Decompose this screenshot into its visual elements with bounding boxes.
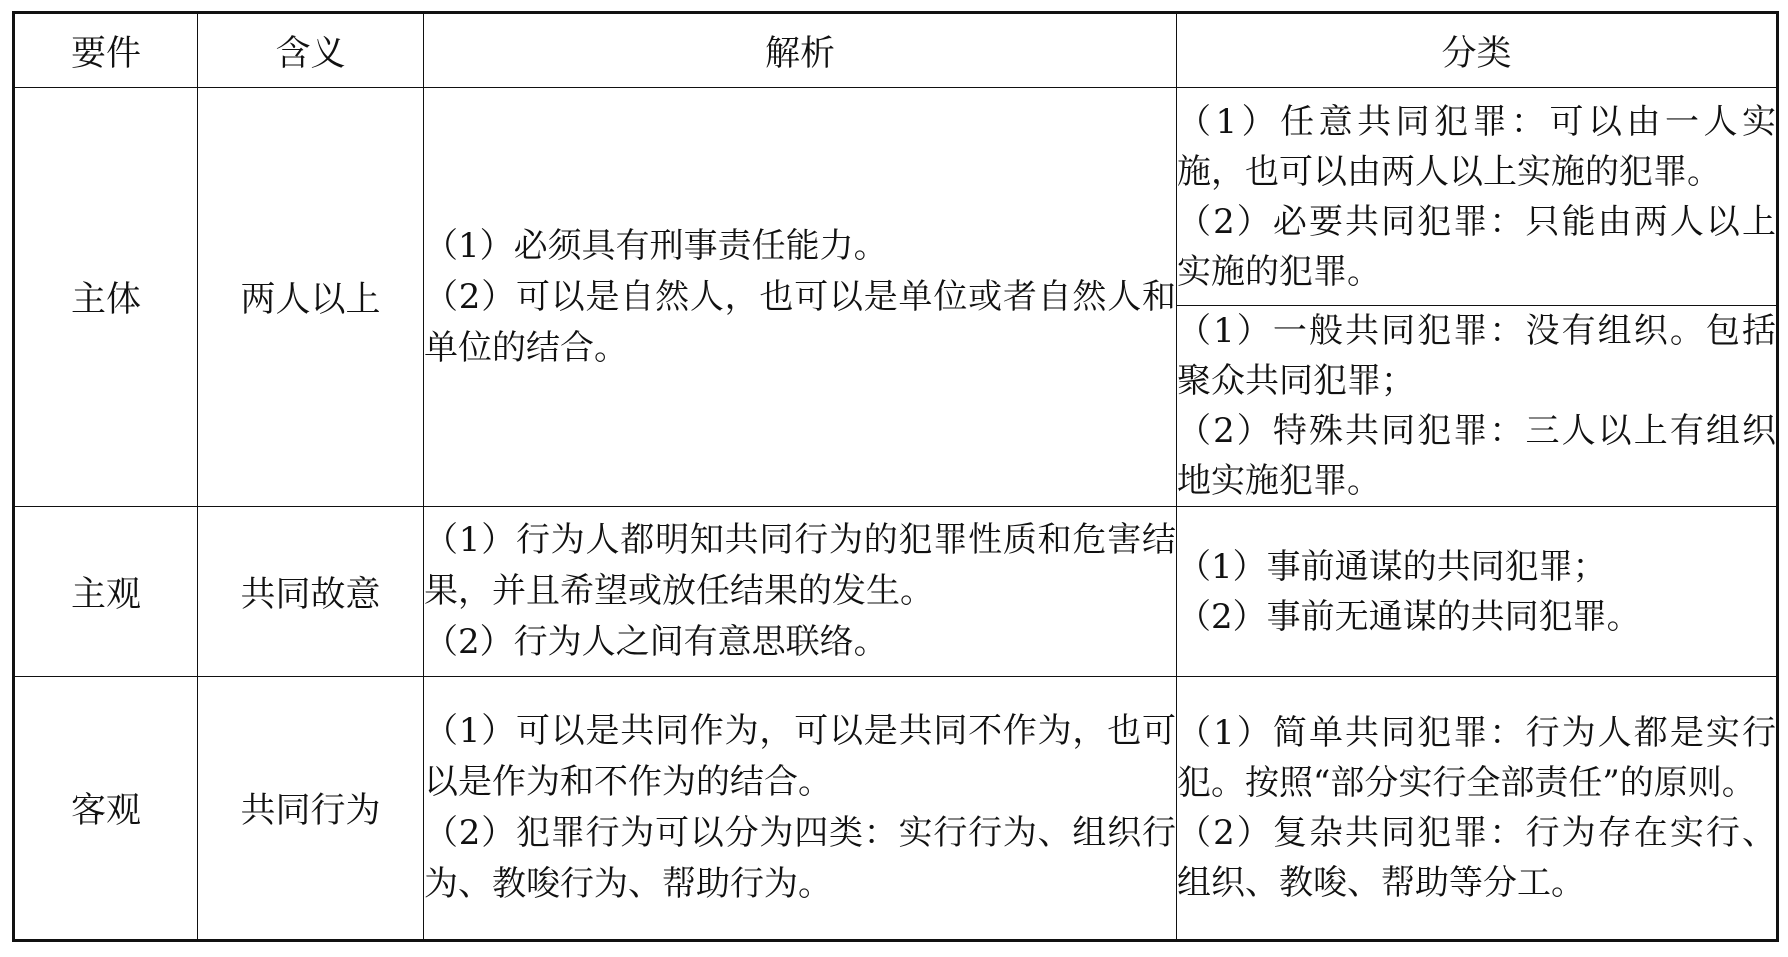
classification-line: （2）事前无通谋的共同犯罪。 — [1177, 596, 1641, 637]
cell-element-subject: 主体 — [14, 88, 198, 507]
analysis-line: （2）犯罪行为可以分为四类：实行行为、组织行为、教唆行为、帮助行为。 — [424, 813, 1176, 904]
classification-line: （2）必要共同犯罪：只能由两人以上实施的犯罪。 — [1177, 201, 1776, 292]
analysis-line: （1）行为人都明知共同行为的犯罪性质和危害结果，并且希望或放任结果的发生。 — [424, 520, 1176, 611]
header-analysis: 解析 — [424, 13, 1177, 88]
classification-line: （2）特殊共同犯罪：三人以上有组织地实施犯罪。 — [1177, 411, 1776, 501]
cell-meaning-objective: 共同行为 — [198, 677, 424, 941]
header-classification: 分类 — [1177, 13, 1778, 88]
table-row-objective — [14, 677, 1778, 941]
table-row-subjective — [14, 507, 1778, 677]
cell-classification-subject-a — [1177, 88, 1778, 306]
joint-crime-elements-table — [12, 11, 1779, 942]
cell-element-subjective: 主观 — [14, 507, 198, 677]
classification-line: （2）复杂共同犯罪：行为存在实行、组织、教唆、帮助等分工。 — [1177, 813, 1776, 903]
cell-classification-objective — [1177, 677, 1778, 941]
header-row — [14, 13, 1778, 88]
classification-line: （1）事前通谋的共同犯罪； — [1177, 546, 1607, 587]
cell-meaning-subject: 两人以上 — [198, 88, 424, 507]
cell-classification-subjective — [1177, 507, 1778, 677]
header-element: 要件 — [14, 13, 198, 88]
cell-meaning-subjective: 共同故意 — [198, 507, 424, 677]
analysis-line: （2）行为人之间有意思联络。 — [424, 622, 888, 662]
cell-element-objective: 客观 — [14, 677, 198, 941]
header-meaning: 含义 — [198, 13, 424, 88]
cell-analysis-objective — [424, 677, 1177, 941]
classification-line: （1）一般共同犯罪：没有组织。包括聚众共同犯罪； — [1177, 311, 1776, 401]
classification-line: （1）简单共同犯罪：行为人都是实行犯。按照“部分实行全部责任”的原则。 — [1177, 713, 1776, 803]
cell-analysis-subjective — [424, 507, 1177, 677]
cell-classification-subject-b — [1177, 306, 1778, 507]
analysis-line: （1）可以是共同作为，可以是共同不作为，也可以是作为和不作为的结合。 — [424, 711, 1176, 802]
classification-line: （1）任意共同犯罪：可以由一人实施，也可以由两人以上实施的犯罪。 — [1177, 101, 1776, 192]
analysis-line: （1）必须具有刑事责任能力。 — [424, 225, 888, 266]
cropped-caption-fragment — [55, 0, 655, 8]
cell-analysis-subject — [424, 88, 1177, 507]
analysis-line: （2）可以是自然人，也可以是单位或者自然人和单位的结合。 — [424, 276, 1176, 368]
table-row-subject — [14, 88, 1778, 306]
